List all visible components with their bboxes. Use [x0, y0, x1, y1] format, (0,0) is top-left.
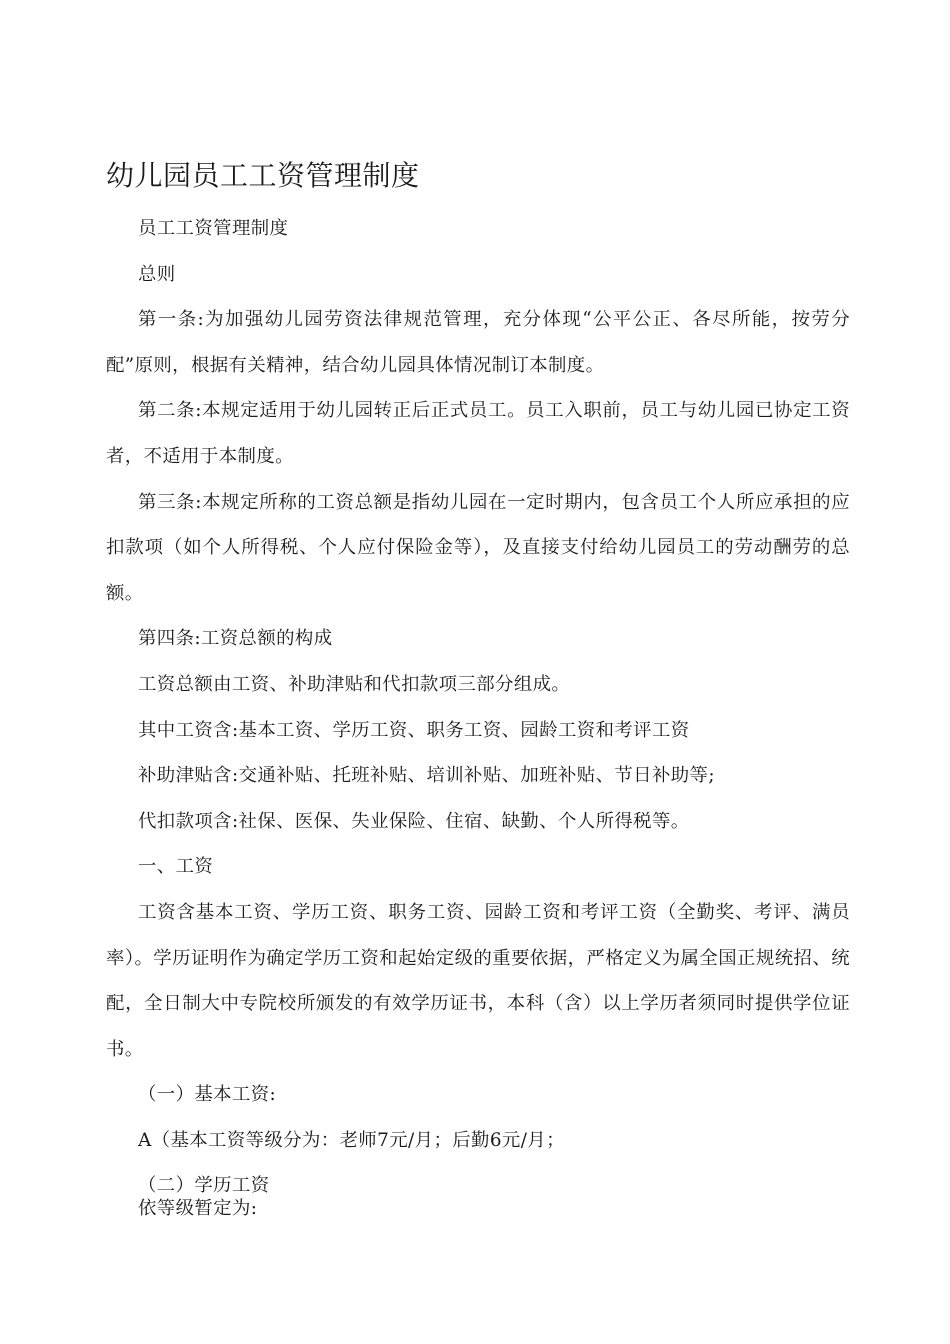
paragraph-wage-items: 其中工资含:基本工资、学历工资、职务工资、园龄工资和考评工资 [138, 719, 690, 741]
paragraph-article-2: 第二条:本规定适用于幼儿园转正后正式员工。员工入职前，员工与幼儿园已协定工资者，不适用于本制度。 [106, 400, 850, 467]
document-body [106, 206, 850, 1223]
paragraph-deduction-items: 代扣款项含:社保、医保、失业保险、住宿、缺勤、个人所得税等。 [138, 810, 690, 832]
paragraph-education-wage-heading: （二）学历工资 [138, 1175, 270, 1197]
paragraph-basic-wage-heading: （一）基本工资: [138, 1084, 277, 1106]
paragraph-article-1: 第一条:为加强幼儿园劳资法律规范管理，充分体现“公平公正、各尽所能，按劳分配”原则，根据有关精神，结合幼儿园具体情况制订本制度。 [106, 309, 850, 376]
paragraph-allowance-items: 补助津贴含:交通补贴、托班补贴、培训补贴、加班补贴、节日补助等; [138, 765, 715, 787]
document-title: 幼儿园员工工资管理制度 [106, 159, 420, 192]
paragraph-wage-description: 工资含基本工资、学历工资、职务工资、园龄工资和考评工资（全勤奖、考评、满员率）。学历证明作为确定学历工资和起始定级的重要依据，严格定义为属全国正规统招、统配，全日制大中专院校所颁发的有效学历证书，本科（含）以上学历者须同时提供学位证书。 [106, 901, 850, 1060]
paragraph-section-1-heading: 一、工资 [138, 856, 214, 878]
paragraph-general-heading: 总则 [138, 263, 176, 285]
paragraph-article-4: 第四条:工资总额的构成 [138, 628, 333, 650]
paragraph-education-wage-levels: 依等级暂定为: [138, 1198, 258, 1220]
paragraph-basic-wage-levels: A（基本工资等级分为：老师7元/月；后勤6元/月； [138, 1129, 565, 1151]
paragraph-total-composition: 工资总额由工资、补助津贴和代扣款项三部分组成。 [138, 673, 571, 695]
paragraph-subtitle: 员工工资管理制度 [138, 218, 289, 239]
paragraph-article-3: 第三条:本规定所称的工资总额是指幼儿园在一定时期内，包含员工个人所应承担的应扣款项（如个人所得税、个人应付保险金等），及直接支付给幼儿园员工的劳动酬劳的总额。 [106, 491, 850, 604]
